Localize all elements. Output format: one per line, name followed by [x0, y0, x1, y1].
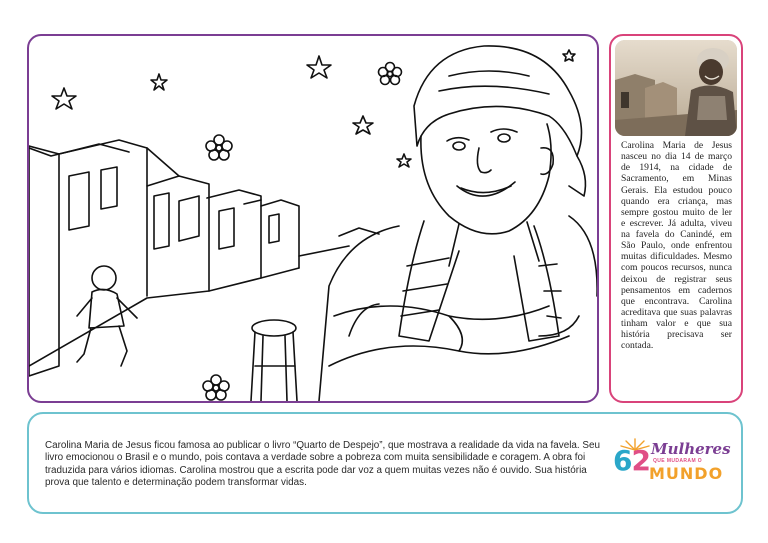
favela-houses	[29, 140, 379, 376]
woman-figure	[319, 46, 597, 401]
illustration-drawing	[29, 36, 597, 401]
biography-text: Carolina Maria de Jesus nasceu no dia 14 de março de 1914, na cidade de Sacramento, em Minas Gerais. Ela estudou pouco quando era criança, mas sempre gostou muito de ler e escrever. Já adulta, viveu na favela do Canindé, em São Paulo, onde enfrentou muitas dificuldades. Mesmo com poucos recursos, nunca deixou de registrar seus pensamentos em cadernos que encontrava. Carolina acreditava que suas palavras tinham valor e que sua história precisava ser contada.	[621, 140, 732, 352]
portrait-photo	[615, 40, 737, 136]
logo-word-mundo: MUNDO	[649, 464, 724, 483]
summary-panel	[27, 412, 743, 514]
star-icon	[52, 50, 575, 167]
logo-word-que-mudaram: QUE MUDARAM O	[653, 458, 703, 464]
stool	[251, 320, 297, 401]
child-figure	[77, 266, 137, 366]
logo-digit-6: 6	[613, 444, 632, 477]
brand-logo	[613, 436, 729, 488]
logo-number	[613, 444, 650, 477]
logo-digit-2: 2	[631, 444, 650, 477]
summary-text: Carolina Maria de Jesus ficou famosa ao publicar o livro “Quarto de Despejo”, que mostrava a realidade da vida na favela. Seu livro emocionou o Brasil e o mundo, pois contava a verdade sobre a pobreza com muita sensibilidade e coragem. A obra foi traduzida para vários idiomas. Carolina mostrou que a escrita pode dar voz a quem muitas vezes não é ouvido. Sua história prova que talento e determinação podem transformar vidas.	[45, 440, 600, 488]
logo-word-mulheres: Mulheres	[651, 440, 731, 458]
coloring-illustration	[27, 34, 599, 403]
biography-panel	[609, 34, 743, 403]
